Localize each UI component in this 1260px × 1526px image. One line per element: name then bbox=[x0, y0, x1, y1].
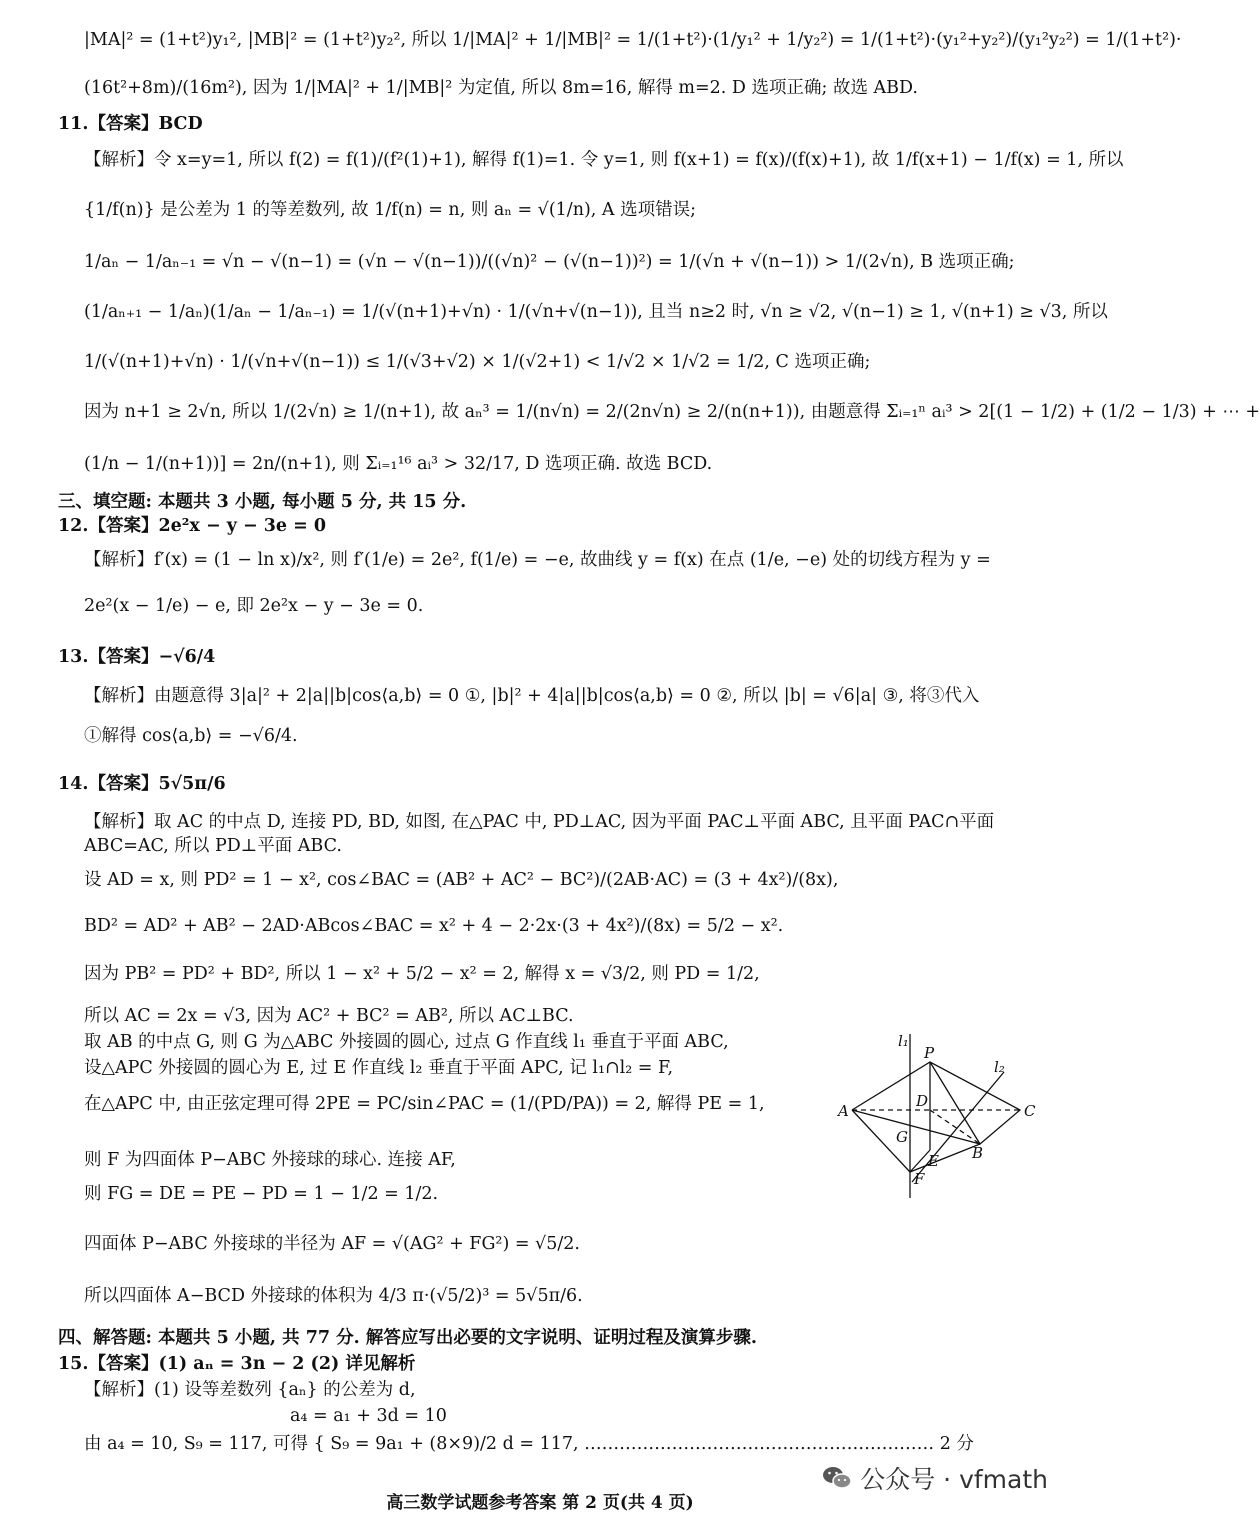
text-line: 取 AB 的中点 G, 则 G 为△ABC 外接圆的圆心, 过点 G 作直线 l₁ 垂直于平面 ABC, bbox=[84, 1032, 729, 1052]
text-line: (1/n − 1/(n+1))] = 2n/(n+1), 则 Σᵢ₌₁¹⁶ aᵢ³ > 32/17, D 选项正确. 故选 BCD. bbox=[84, 454, 713, 474]
label-f: F bbox=[914, 1170, 925, 1188]
tetrahedron-figure bbox=[832, 1032, 1042, 1202]
label-g: G bbox=[896, 1128, 908, 1146]
text-line: 因为 PB² = PD² + BD², 所以 1 − x² + 5/2 − x² = 2, 解得 x = √3/2, 则 PD = 1/2, bbox=[84, 964, 760, 984]
text-line: 【解析】令 x=y=1, 所以 f(2) = f(1)/(f²(1)+1), 解得 f(1)=1. 令 y=1, 则 f(x+1) = f(x)/(f(x)+1), 故 1/f(x+1) − 1/f(x) = 1, 所以 bbox=[84, 150, 1124, 170]
label-a: A bbox=[838, 1102, 849, 1120]
text-line: a₄ = a₁ + 3d = 10 bbox=[290, 1406, 447, 1426]
text-line: 设△APC 外接圆的圆心为 E, 过 E 作直线 l₂ 垂直于平面 APC, 记 l₁∩l₂ = F, bbox=[84, 1058, 674, 1078]
label-d: D bbox=[916, 1092, 929, 1110]
segment-fb bbox=[910, 1144, 980, 1172]
text-line: (16t²+8m)/(16m²), 因为 1/|MA|² + 1/|MB|² 为定值, 所以 8m=16, 解得 m=2. D 选项正确; 故选 ABD. bbox=[84, 78, 918, 98]
text-line: 1/aₙ − 1/aₙ₋₁ = √n − √(n−1) = (√n − √(n−1))/((√n)² − (√(n−1))²) = 1/(√n + √(n−1)) > 1/(2√n), B 选项正确; bbox=[84, 252, 1015, 272]
text-line: 在△APC 中, 由正弦定理可得 2PE = PC/sin∠PAC = (1/(PD/PA)) = 2, 解得 PE = 1, bbox=[84, 1094, 765, 1114]
text-line: BD² = AD² + AB² − 2AD·ABcos∠BAC = x² + 4 − 2·2x·(3 + 4x²)/(8x) = 5/2 − x². bbox=[84, 916, 784, 936]
text-line: 1/(√(n+1)+√n) · 1/(√n+√(n−1)) ≤ 1/(√3+√2) × 1/(√2+1) < 1/√2 × 1/√2 = 1/2, C 选项正确; bbox=[84, 352, 871, 372]
question-15-answer: 15.【答案】(1) aₙ = 3n − 2 (2) 详见解析 bbox=[58, 1354, 416, 1374]
edge-pb bbox=[930, 1062, 980, 1144]
text-line: 【解析】(1) 设等差数列 {aₙ} 的公差为 d, bbox=[84, 1380, 416, 1400]
question-13-answer: 13.【答案】−√6/4 bbox=[58, 647, 216, 667]
text-line: 因为 n+1 ≥ 2√n, 所以 1/(2√n) ≥ 1/(n+1), 故 aₙ³ = 1/(n√n) = 2/(2n√n) ≥ 2/(n(n+1)), 由题意得 Σᵢ₌₁ⁿ aᵢ³ > 2[(1 − 1/2) + (1/2 − 1/3) + ⋯ + bbox=[84, 402, 1260, 422]
text-line: 所以 AC = 2x = √3, 因为 AC² + BC² = AB², 所以 AC⊥BC. bbox=[84, 1006, 574, 1026]
question-14-answer: 14.【答案】5√5π/6 bbox=[58, 774, 226, 794]
text-line: ABC=AC, 所以 PD⊥平面 ABC. bbox=[84, 836, 342, 856]
section-heading-3: 三、填空题: 本题共 3 小题, 每小题 5 分, 共 15 分. bbox=[58, 492, 467, 512]
label-p: P bbox=[924, 1044, 935, 1062]
label-c: C bbox=[1024, 1102, 1036, 1120]
text-line: |MA|² = (1+t²)y₁², |MB|² = (1+t²)y₂², 所以 1/|MA|² + 1/|MB|² = 1/(1+t²)·(1/y₁² + 1/y₂²) = 1/(1+t²)·(y₁²+y₂²)/(y₁²y₂²) = 1/(1+t²)· bbox=[84, 30, 1182, 50]
segment-db bbox=[930, 1110, 980, 1144]
text-line: 所以四面体 A−BCD 外接球的体积为 4/3 π·(√5/2)³ = 5√5π/6. bbox=[84, 1286, 583, 1306]
text-line: (1/aₙ₊₁ − 1/aₙ)(1/aₙ − 1/aₙ₋₁) = 1/(√(n+1)+√n) · 1/(√n+√(n−1)), 且当 n≥2 时, √n ≥ √2, √(n−1) ≥ 1, √(n+1) ≥ √3, 所以 bbox=[84, 302, 1108, 322]
section-heading-4: 四、解答题: 本题共 5 小题, 共 77 分. 解答应写出必要的文字说明、证明过程及演算步骤. bbox=[58, 1328, 757, 1348]
text-line: 【解析】f′(x) = (1 − ln x)/x², 则 f′(1/e) = 2e², f(1/e) = −e, 故曲线 y = f(x) 在点 (1/e, −e) 处的切线方程为 y = bbox=[84, 550, 991, 570]
label-e: E bbox=[928, 1152, 939, 1170]
text-line: 四面体 P−ABC 外接球的半径为 AF = √(AG² + FG²) = √5/2. bbox=[84, 1234, 580, 1254]
watermark-text: 公众号 · vfmath bbox=[860, 1465, 1048, 1494]
text-line: ①解得 cos⟨a,b⟩ = −√6/4. bbox=[84, 726, 298, 746]
page-footer: 高三数学试题参考答案 第 2 页(共 4 页) bbox=[386, 1493, 694, 1513]
label-l2: l₂ bbox=[994, 1058, 1005, 1076]
text-line: {1/f(n)} 是公差为 1 的等差数列, 故 1/f(n) = n, 则 aₙ = √(1/n), A 选项错误; bbox=[84, 200, 697, 220]
text-line: 2e²(x − 1/e) − e, 即 2e²x − y − 3e = 0. bbox=[84, 596, 424, 616]
text-line: 【解析】取 AC 的中点 D, 连接 PD, BD, 如图, 在△PAC 中, PD⊥AC, 因为平面 PAC⊥平面 ABC, 且平面 PAC∩平面 bbox=[84, 812, 995, 832]
question-12-answer: 12.【答案】2e²x − y − 3e = 0 bbox=[58, 516, 327, 536]
text-line: 设 AD = x, 则 PD² = 1 − x², cos∠BAC = (AB² + AC² − BC²)/(2AB·AC) = (3 + 4x²)/(8x), bbox=[84, 870, 839, 890]
text-line: 则 F 为四面体 P−ABC 外接球的球心. 连接 AF, bbox=[84, 1150, 456, 1170]
text-line: 则 FG = DE = PE − PD = 1 − 1/2 = 1/2. bbox=[84, 1184, 439, 1204]
label-b: B bbox=[972, 1144, 984, 1162]
text-line: 【解析】由题意得 3|a|² + 2|a||b|cos⟨a,b⟩ = 0 ①, |b|² + 4|a||b|cos⟨a,b⟩ = 0 ②, 所以 |b| = √6|a| ③, 将③代入 bbox=[84, 686, 980, 706]
label-l1: l₁ bbox=[898, 1032, 909, 1050]
text-line: 由 a₄ = 10, S₉ = 117, 可得 { S₉ = 9a₁ + (8×9)/2 d = 117, …………………………………………………… 2 分 bbox=[84, 1434, 974, 1454]
question-11-answer: 11.【答案】BCD bbox=[58, 114, 203, 134]
